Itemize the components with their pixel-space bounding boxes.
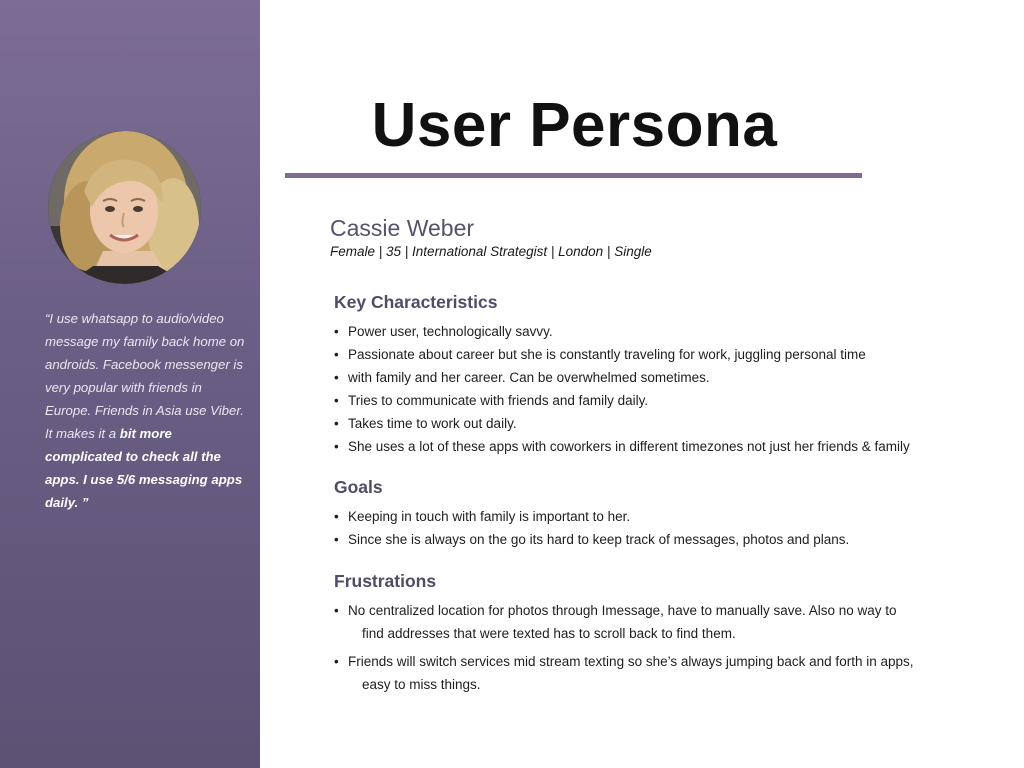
key-characteristics-section (334, 290, 974, 458)
list-item: • Takes time to work out daily. (334, 412, 974, 435)
quote-text: “I use whatsapp to audio/video message my family back home on androids. Facebook messenger is very popular with friends in Europe. Friends in Asia use Viber. It makes it a (45, 311, 245, 441)
list-item: • with family and her career. Can be overwhelmed sometimes. (334, 366, 974, 389)
persona-photo (48, 131, 201, 284)
sidebar (0, 0, 260, 768)
bullet-list (334, 320, 974, 458)
list-item: • Passionate about career but she is constantly traveling for work, juggling personal time (334, 343, 974, 366)
bullet-list (334, 599, 974, 696)
avatar (48, 131, 201, 284)
persona-name: Cassie Weber (330, 215, 475, 241)
list-item (334, 650, 974, 696)
bullet-list (334, 505, 974, 551)
list-item-line: Friends will switch services mid stream texting so she’s always jumping back and forth in apps, (348, 654, 914, 669)
persona-demographics: Female | 35 | International Strategist | London | Single (330, 244, 652, 259)
list-item (334, 599, 974, 645)
list-item: • Tries to communicate with friends and family daily. (334, 389, 974, 412)
page-title: User Persona (371, 91, 778, 160)
list-item: • Power user, technologically savvy. (334, 320, 974, 343)
list-item-line: No centralized location for photos through Imessage, have to manually save. Also no way to (348, 603, 897, 618)
list-item: • Since she is always on the go its hard to keep track of messages, photos and plans. (334, 528, 974, 551)
list-item-line: find addresses that were texted has to scroll back to find them. (362, 626, 736, 641)
persona-quote (45, 307, 245, 514)
section-heading: Goals (334, 477, 383, 497)
goals-section (334, 475, 974, 551)
list-item-line: easy to miss things. (362, 677, 481, 692)
quote-emphasis: bit more complicated to check all the apps. I use 5/6 messaging apps daily. ” (45, 426, 243, 510)
title-divider (285, 173, 862, 178)
section-heading: Frustrations (334, 571, 437, 591)
list-item: • Keeping in touch with family is important to her. (334, 505, 974, 528)
list-item: • She uses a lot of these apps with coworkers in different timezones not just her friends & family (334, 435, 974, 458)
frustrations-section (334, 569, 974, 701)
section-heading: Key Characteristics (334, 292, 498, 312)
